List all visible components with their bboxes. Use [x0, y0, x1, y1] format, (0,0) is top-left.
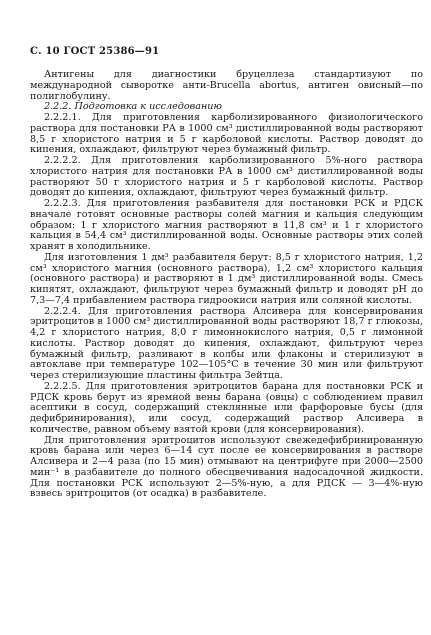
page-body	[30, 70, 423, 500]
paragraph-2-2-2-3: 2.2.2.3. Для приготовления разбавителя для постановки РСК и РДСК вначале готовят основные растворы солей магния и кальция следующим образом: 1 г хлористого магния растворяют в 11,8 см³ и 1 г хлористого кальция в 54,4 см³ дистиллированной воды. Основные растворы этих солей хранят в холодильнике.	[30, 198, 423, 252]
page-header: С. 10 ГОСТ 25386—91	[30, 46, 160, 57]
paragraph-diluent: Для изготовления 1 дм³ разбавителя берут: 8,5 г хлористого натрия, 1,2 см³ хлористого магния (основного раствора), 1,2 см³ хлористого кальция (основного раствора) и растворяют в 1 дм³ дистиллированной воды. Смесь кипятят, охлаждают, фильтруют через бумажный фильтр и доводят рН до 7,3—7,4 прибавлением раствора гидроокиси натрия или соляной кислоты.	[30, 251, 423, 306]
paragraph-2-2-2-4: 2.2.2.4. Для приготовления раствора Алсивера для консервирования эритроцитов в 1000 см³ дистиллированной воды растворяют 18,7 г глюкозы, 4,2 г хлористого натрия, 8,0 г лимоннокислого натрия, 0,5 г лимонной кислоты. Раствор доводят до кипения, охлаждают, фильтруют через бумажный фильтр, разливают в колбы или флаконы и стерилизуют в автоклаве при температуре 102—105°С в течение 30 мин или фильтруют через стерилизующие пластины фильтра Зейтца.	[30, 305, 423, 381]
section-heading: 2.2.2. Подготовка к исследованию	[44, 101, 222, 113]
paragraph-2-2-2-1: 2.2.2.1. Для приготовления карболизированного физиологического раствора для постановки РА в 1000 см³ дистиллированной воды растворяют 8,5 г хлористого натрия и 5 г карболовой кислоты. Раствор доводят до кипения, охлаждают, фильтруют через бумажный фильтр.	[30, 112, 423, 156]
paragraph-erythrocytes: Для приготовления эритроцитов используют свежедефибринированную кровь барана или через 6—14 сут после ее консервирования в растворе Алсивера и 2—4 раза (по 15 мин) отмывают на центрифуге при 2000—2500 мин⁻¹ в разбавителе до полного обесцвечивания надосадочной жидкости. Для постановки РСК используют 2—5%-ную, а для РДСК — 3—4%-ную взвесь эритроцитов (от осадка) в разбавителе.	[30, 434, 423, 500]
paragraph-2-2-2-2: 2.2.2.2. Для приготовления карболизированного 5%-ного раствора хлористого натрия для постановки РА в 1000 см³ дистиллированной воды растворяют 50 г хлористого натрия и 5 г карболовой кислоты. Раствор доводят до кипения, охлаждают, фильтруют через бумажный фильтр.	[30, 155, 423, 199]
paragraph-2-2-2-5: 2.2.2.5. Для приготовления эритроцитов барана для постановки РСК и РДСК кровь берут из яремной вены барана (овцы) с соблюдением правил асептики в сосуд, содержащий стеклянные или фарфоровые бусы (для дефибринирования), или сосуд, содержащий раствор Алсивера в количестве, равном объему взятой крови (для консервирования).	[30, 380, 423, 435]
paragraph-antigens: Антигены для диагностики бруцеллеза стандартизуют по международной сыворотке анти-Brucella abortus, антиген овисный—по полиглобулину.	[30, 69, 423, 102]
